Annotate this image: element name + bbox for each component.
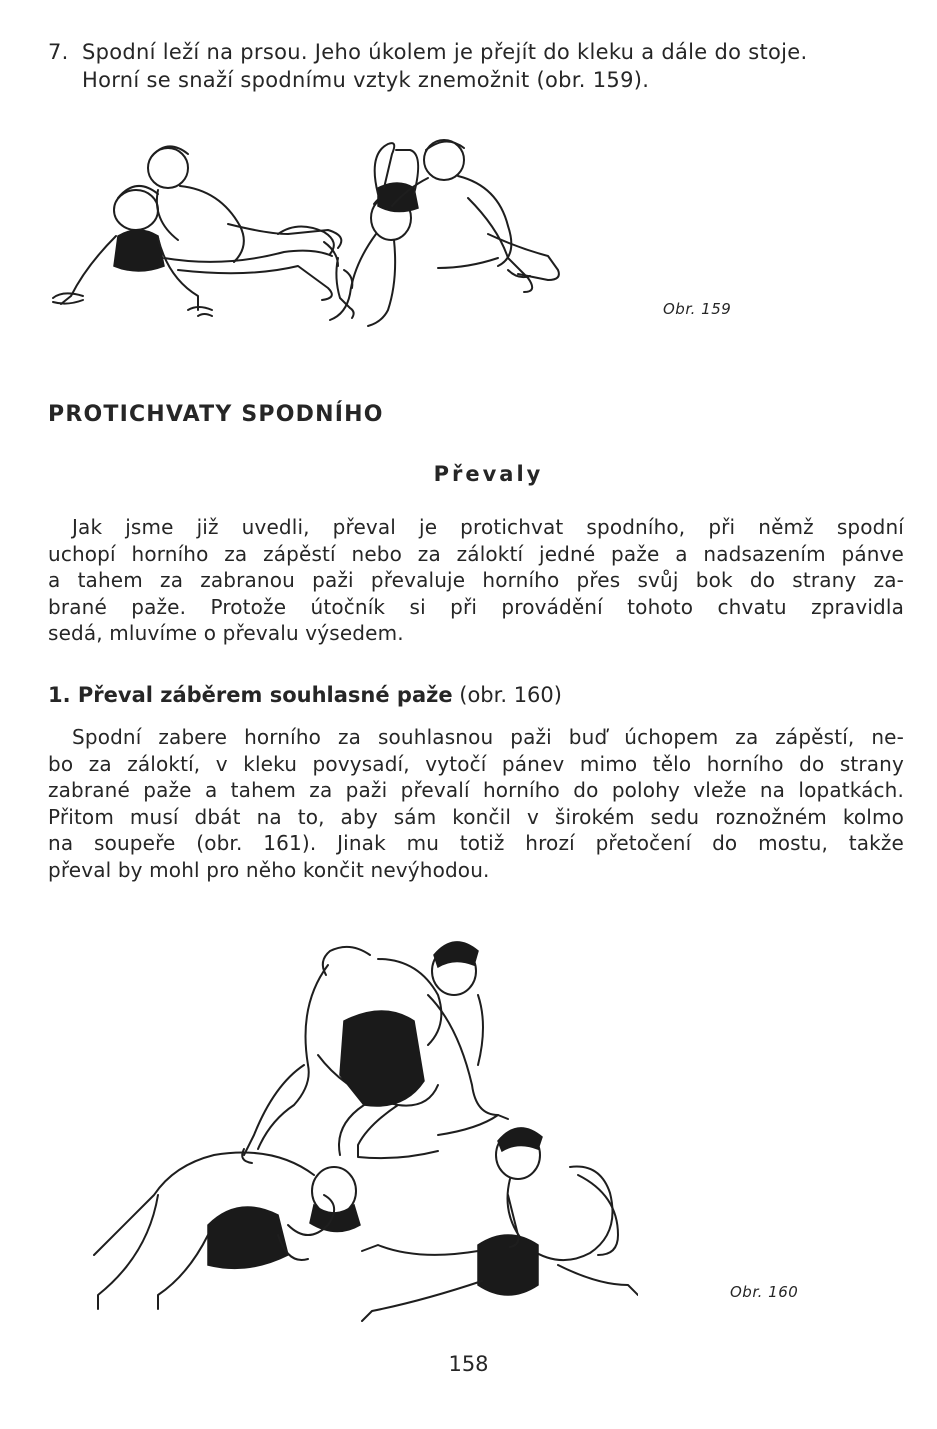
page-number: 158	[448, 1352, 489, 1376]
wrestler-pair-left	[53, 146, 341, 316]
intro-paragraph	[48, 38, 908, 94]
paragraph-1-line: uchopí horního za zápěstí nebo za záloktí jedné paže a nadsazením pánve	[48, 541, 904, 566]
intro-line-1: Spodní leží na prsou. Jeho úkolem je přejít do kleku a dále do stoje.	[82, 40, 808, 64]
wrestler-pair-top	[242, 942, 508, 1163]
paragraph-1-line: sedá, mluvíme o převalu výsedem.	[48, 621, 404, 645]
numbered-heading-ref: (obr. 160)	[452, 683, 562, 707]
paragraph-2-line: Přitom musí dbát na to, aby sám končil v širokém sedu roznožném kolmo	[48, 804, 904, 829]
wrestler-pair-right	[330, 140, 559, 326]
paragraph-2-line: zabrané paže a tahem za paži převalí horního do polohy vleže na lopatkách.	[48, 778, 904, 802]
wrestler-pair-bottom-left	[94, 1153, 360, 1310]
figure-160-illustration	[78, 935, 638, 1335]
numbered-heading	[48, 683, 562, 707]
figure-159-caption: Obr. 159	[663, 300, 732, 318]
paragraph-2-line: na soupeře (obr. 161). Jinak mu totiž hrozí přetočení do mostu, takže	[48, 831, 904, 855]
paragraph-2	[48, 724, 904, 883]
list-number: 7.	[48, 40, 69, 64]
section-title: PROTICHVATY SPODNÍHO	[48, 402, 384, 427]
paragraph-2-line: Spodní zabere horního za souhlasnou paži buď úchopem za zápěstí, ne-	[72, 725, 904, 749]
paragraph-2-line: bo za záloktí, v kleku povysadí, vytočí pánev mimo tělo horního do strany	[48, 751, 904, 776]
paragraph-1-line: brané paže. Protože útočník si při provádění tohoto chvatu zpravidla	[48, 594, 904, 619]
figure-160-caption: Obr. 160	[730, 1283, 799, 1301]
subsection-title: Převaly	[433, 462, 544, 486]
paragraph-1-line: Jak jsme již uvedli, převal je protichvat spodního, při němž spodní	[72, 515, 904, 539]
paragraph-1	[48, 514, 904, 647]
figure-159-illustration	[48, 138, 618, 333]
numbered-heading-bold: 1. Převal záběrem souhlasné paže	[48, 683, 453, 707]
intro-line-2: Horní se snaží spodnímu vztyk znemožnit (obr. 159).	[82, 68, 650, 92]
paragraph-2-line: převal by mohl pro něho končit nevýhodou.	[48, 857, 490, 882]
paragraph-1-line: a tahem za zabranou paži převaluje horního přes svůj bok do strany za-	[48, 568, 904, 592]
